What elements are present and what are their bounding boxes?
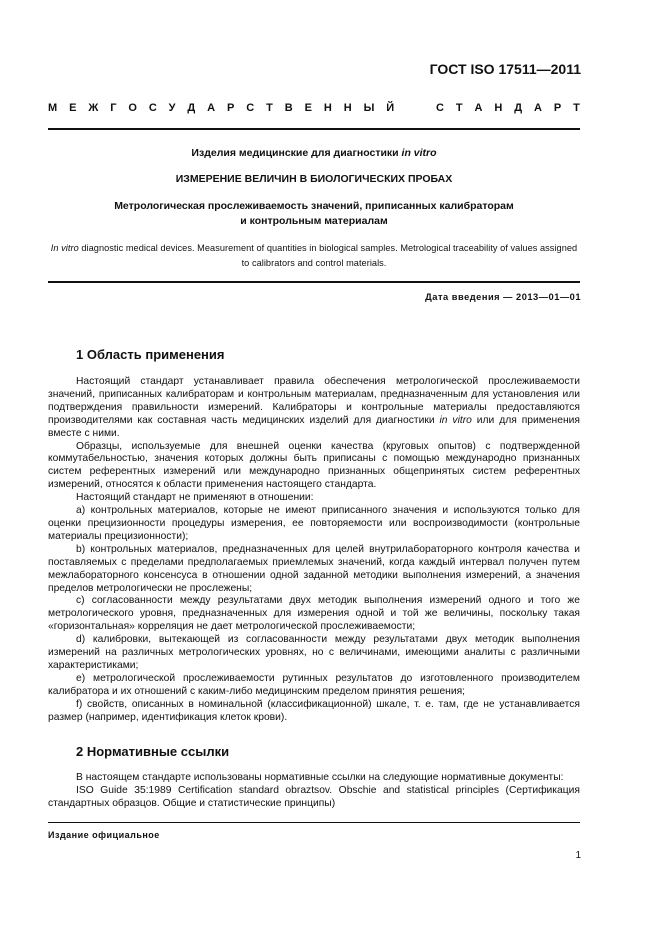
list-item: d) калибровки, вытекающей из согласованности между результатами двух методик выполнения измерений на различных метрологических уровнях, но с величинами, имеющими аналиты с различными характеристиками; [48,634,580,671]
subtitle-line-2: и контрольным материалам [240,215,388,227]
banner-letter: Е [69,102,77,114]
banner-letter: С [436,102,444,114]
banner-letter [406,102,409,114]
section-2-heading: 2 Нормативные ссылки [76,744,230,759]
paragraph: Настоящий стандарт не применяют в отношении: [76,492,314,504]
banner-letter: М [48,102,58,114]
banner-letter: Й [386,102,395,114]
banner-letter: Ы [363,102,375,114]
title-main: ИЗМЕРЕНИЕ ВЕЛИЧИН В БИОЛОГИЧЕСКИХ ПРОБАХ [175,173,453,185]
banner-letter: Ж [88,102,99,114]
banner-letter: А [207,102,216,114]
list-item: f) свойств, описанных в номинальной (классификационной) шкале, т. е. там, где не устанавливается размер (например, идентификация клеток крови). [48,698,580,723]
banner-letter: С [246,102,255,114]
banner-letter: Т [266,102,273,114]
document-code: ГОСТ ISO 17511—2011 [429,61,581,77]
banner-letter: Т [455,102,463,114]
banner-letter: Д [187,102,196,114]
section-2-body [48,772,580,811]
banner-letter: А [474,102,483,114]
banner-letter [421,102,424,114]
banner-letter: Р [553,102,562,114]
list-item: b) контрольных материалов, предназначенных для целей внутрилабораторного контроля качества и поставляемых с пределами предполагаемых приемлемых значений, когда каждый интервал получен путем межлабораторного консенсуса в отношении одной заданной методики выполнения измерений, а значения пределов метрологически не прослежены; [48,543,580,594]
banner-letter: В [284,102,293,114]
banner-letter: А [534,102,542,114]
paragraph: В настоящем стандарте использованы нормативные ссылки на следующие нормативные документы: [76,772,564,783]
list-item: e) метрологической прослеживаемости рутинных результатов до изготовленного производителем калибратора и их отношений с каким-либо медицинским пределом принятия решения; [48,672,580,697]
banner-letter: Н [343,102,352,114]
banner-letter: Т [573,102,580,114]
paragraph: ISO Guide 35:1989 Certification standard obraztsov. Obschie and statistical principles (Сертификация стандартных образцов. Общие и статистические принципы) [48,784,580,809]
english-title: In vitro diagnostic medical devices. Measurement of quantities in biological samples. Metrological traceability of values assigned to calibrators and control materials. [50,243,578,268]
interstate-standard-banner [48,102,580,114]
section-1-body [48,376,580,724]
paragraph: Образцы, используемые для внешней оценки качества (круговых опытов) с подтвержденной коммутабельностью, значения которых должны быть приписаны с помощью международно признанных систем референтных измерений или международно признанных общепринятых систем референтных измерений, относятся к области применения настоящего стандарта. [48,440,580,491]
title-line-1: Изделия медицинские для диагностики in vitro [191,147,437,159]
title-subtitle [48,199,580,229]
footer-rule [48,822,580,823]
page-number: 1 [575,850,581,861]
banner-letter: У [168,102,176,114]
list-item: c) согласованности между результатами двух методик выполнения измерений одного и того же метрологического уровня, предназначенных для измерения одной и той же величины, поскольку такая «горизонтальная» корреляция не дает метрологической прослеживаемости; [48,595,580,633]
banner-letter: Д [514,102,523,114]
banner-letter: Н [323,102,332,114]
banner-letter: О [128,102,137,114]
title-rule [48,281,580,283]
paragraph: Настоящий стандарт устанавливает правила обеспечения метрологической прослеживаемости значений, приписанных калибраторам и контрольным материалам, предназначенным для установления или подтверждения правильности измерений. Калибраторы и контрольные материалы предоставляются производителями как составная часть медицинских изделий для диагностики in vitro или для применения вместе с ними. [48,376,580,439]
list-item: a) контрольных материалов, которые не имеют приписанного значения и используются только для оценки прецизионности процедуры измерения, ее повторяемости или воспроизводимости (контрольные материалы прецизионности); [48,505,580,542]
edition-note: Издание официальное [48,830,160,840]
banner-letter: С [148,102,157,114]
banner-letter: Е [304,102,312,114]
header-rule [48,128,580,130]
banner-letter: Г [110,102,117,114]
section-1-heading: 1 Область применения [76,347,225,362]
banner-letter: Р [227,102,235,114]
subtitle-line-1: Метрологическая прослеживаемость значений, приписанных калибраторам [114,200,514,212]
banner-letter: Н [494,102,503,114]
introduction-date: Дата введения — 2013—01—01 [425,292,581,302]
